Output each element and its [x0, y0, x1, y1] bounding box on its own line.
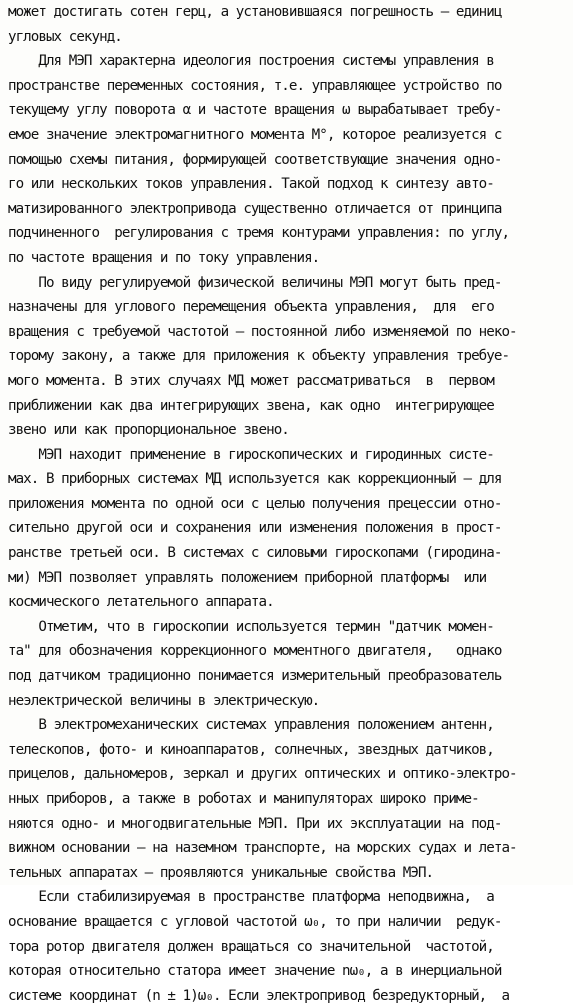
- document-text-block: [8, 0, 568, 1008]
- text-line: МЭП находит применение в гироскопических и гиродинных систе-: [8, 446, 494, 463]
- text-line: Отметим, что в гироскопии используется термин "датчик момен-: [8, 618, 494, 635]
- text-line: мого момента. В этих случаях МД может рассматриваться в первом: [8, 372, 494, 389]
- text-line: вращения с требуемой частотой – постоянной либо изменяемой по неко-: [8, 323, 517, 340]
- text-line: го или нескольких токов управления. Такой подход к синтезу авто-: [8, 176, 494, 193]
- text-line: по частоте вращения и по току управления.: [8, 249, 320, 266]
- text-line: телескопов, фото- и киноаппаратов, солнечных, звездных датчиков,: [8, 741, 494, 758]
- text-line: помощью схемы питания, формирующей соответствующие значения одно-: [8, 151, 502, 168]
- text-line: неэлектрической величины в электрическую.: [8, 692, 320, 709]
- text-line: которая относительно статора имеет значение nω₀, а в инерциальной: [8, 963, 502, 980]
- text-line: По виду регулируемой физической величины МЭП могут быть пред-: [8, 274, 502, 291]
- text-line: нных приборов, а также в роботах и манипуляторах широко приме-: [8, 791, 479, 807]
- text-line: мах. В приборных системах МД используется как коррекционный – для: [8, 471, 502, 488]
- text-line: системе координат (n ± 1)ω₀. Если электропривод безредукторный, а: [8, 987, 510, 1004]
- text-line: звено или как пропорциональное звено.: [8, 422, 289, 439]
- text-line: угловых секунд.: [8, 28, 122, 45]
- text-line: ранстве третьей оси. В системах с силовыми гироскопами (гиродина-: [8, 545, 502, 562]
- text-line: может достигать сотен герц, а установившаяся погрешность – единиц: [8, 4, 502, 20]
- text-line: подчиненного регулирования с тремя контурами управления: по углу,: [8, 225, 510, 242]
- text-line: Для МЭП характерна идеология построения системы управления в: [8, 53, 494, 70]
- text-line: назначены для углового перемещения объекта управления, для его: [8, 299, 494, 316]
- text-line: ми) МЭП позволяет управлять положением приборной платформы или: [8, 569, 487, 586]
- text-line: текущему углу поворота α и частоте вращения ω вырабатывает требу-: [8, 102, 502, 119]
- text-line: емое значение электромагнитного момента M°, которое реализуется с: [8, 126, 502, 143]
- text-line: та" для обозначения коррекционного моментного двигателя, однако: [8, 643, 502, 660]
- text-line: пространстве переменных состояния, т.е. управляющее устройство по: [8, 77, 502, 94]
- text-line: сительно другой оси и сохранения или изменения положения в прост-: [8, 520, 502, 537]
- text-line: приближении как два интегрирующих звена, как одно интегрирующее: [8, 397, 494, 414]
- text-line: матизированного электропривода существенно отличается от принципа: [8, 200, 502, 217]
- text-line: вижном основании – на наземном транспорте, на морских судах и лета-: [8, 840, 517, 857]
- text-line: няются одно- и многодвигательные МЭП. При их эксплуатации на под-: [8, 815, 502, 832]
- text-line: тельных аппаратах – проявляются уникальные свойства МЭП.: [8, 864, 434, 881]
- text-line: космического летательного аппарата.: [8, 594, 274, 611]
- text-line: под датчиком традиционно понимается измерительный преобразователь: [8, 668, 502, 685]
- text-line: В электромеханических системах управления положением антенн,: [8, 717, 494, 734]
- text-line: прицелов, дальномеров, зеркал и других оптических и оптико-электро-: [8, 766, 517, 783]
- text-line: торому закону, а также для приложения к объекту управления требуе-: [8, 348, 510, 365]
- text-line: приложения момента по одной оси с целью получения прецессии отно-: [8, 495, 502, 512]
- text-line: Если стабилизируемая в пространстве платформа неподвижна, а: [8, 889, 494, 906]
- text-line: тора ротор двигателя должен вращаться со значительной частотой,: [8, 938, 494, 955]
- text-line: основание вращается с угловой частотой ω₀, то при наличии редук-: [8, 913, 502, 930]
